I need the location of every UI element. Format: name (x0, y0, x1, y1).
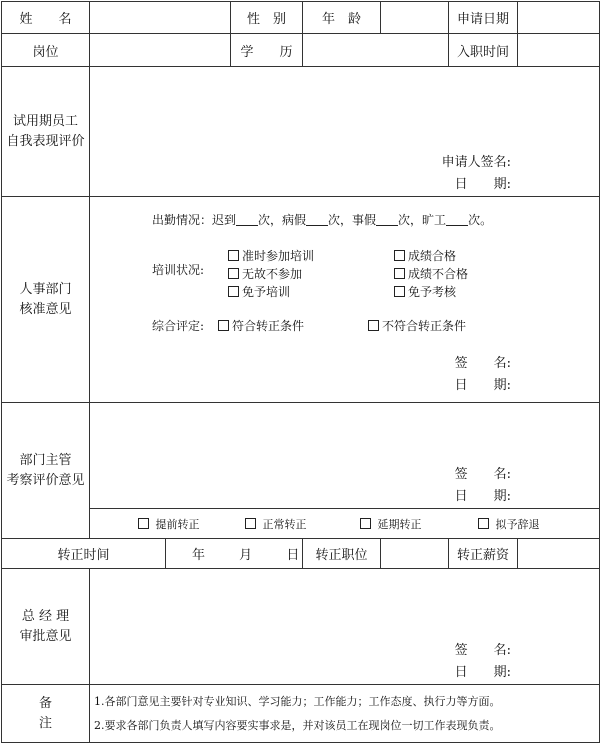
absent-suffix: 次。 (468, 213, 493, 227)
regular-salary-field[interactable] (518, 539, 600, 569)
choice-early[interactable]: 提前转正 (138, 516, 200, 532)
month-label: 月 (239, 548, 253, 563)
dept-field[interactable] (90, 403, 600, 509)
age-label: 年 龄 (303, 2, 381, 34)
gm-field[interactable] (90, 569, 600, 685)
gm-label (2, 569, 90, 685)
checkbox-icon[interactable] (360, 518, 371, 529)
personal-suffix: 次，旷工 (398, 213, 447, 227)
education-field[interactable] (303, 34, 449, 67)
late-suffix: 次，病假 (258, 213, 307, 227)
choice-dismiss[interactable]: 拟予辞退 (478, 516, 540, 532)
name-label: 姓 名 (2, 2, 90, 34)
absent-blank[interactable] (446, 213, 468, 226)
day-label: 日 (286, 548, 300, 563)
late-blank[interactable] (236, 213, 258, 226)
regular-date-field[interactable] (166, 539, 303, 569)
notes-label-line1: 备 (38, 695, 52, 711)
entry-time-field[interactable] (518, 34, 600, 67)
checkbox-icon[interactable] (228, 286, 239, 297)
attendance-line (152, 211, 492, 228)
note-line-1: 1.各部门意见主要针对专业知识、学习能力；工作能力；工作态度、执行力等方面。 (94, 694, 501, 708)
self-eval-label-line2: 自我表现评价 (6, 133, 85, 149)
self-eval-label-line1: 试用期员工 (12, 113, 78, 129)
training-result[interactable]: 免予考核 (394, 283, 468, 301)
position-label: 岗位 (2, 34, 90, 67)
checkbox-icon[interactable] (394, 250, 405, 261)
checkbox-icon[interactable] (228, 268, 239, 279)
dept-label-line1: 部门主管 (19, 452, 72, 468)
notes-content (90, 685, 600, 743)
training-result[interactable]: 成绩合格 (394, 247, 468, 265)
hr-sign-block (455, 353, 511, 397)
notes-label (2, 685, 90, 743)
regular-position-label: 转正职位 (303, 539, 381, 569)
training-results (394, 247, 468, 301)
personal-blank[interactable] (376, 213, 398, 226)
hr-label-line1: 人事部门 (19, 281, 72, 297)
position-field[interactable] (90, 34, 231, 67)
name-field[interactable] (90, 2, 231, 34)
entry-time-label: 入职时间 (449, 34, 518, 67)
sick-blank[interactable] (306, 213, 328, 226)
probation-form (1, 1, 600, 743)
attendance-prefix: 出勤情况：迟到 (152, 213, 237, 227)
education-label: 学 历 (231, 34, 303, 67)
age-field[interactable] (381, 2, 449, 34)
hr-field[interactable] (90, 197, 600, 403)
training-option[interactable]: 准时参加培训 (228, 247, 314, 265)
checkbox-icon[interactable] (394, 286, 405, 297)
gm-date-label: 日 期: (454, 665, 511, 680)
overall-label: 综合评定: (152, 319, 205, 333)
hr-label-line2: 核准意见 (19, 301, 72, 317)
training-label: 培训状况: (152, 263, 205, 277)
hr-label (2, 197, 90, 403)
dept-date-label: 日 期: (454, 489, 511, 504)
checkbox-icon[interactable] (218, 320, 229, 331)
dept-label (2, 403, 90, 539)
checkbox-icon[interactable] (368, 320, 379, 331)
training-option[interactable]: 无故不参加 (228, 265, 314, 283)
training-options (228, 247, 314, 301)
hr-date-label: 日 期: (454, 378, 511, 393)
regular-time-label: 转正时间 (2, 539, 166, 569)
training-option[interactable]: 免予培训 (228, 283, 314, 301)
dept-choices (90, 509, 600, 539)
self-eval-field[interactable] (90, 67, 600, 197)
note-line-2: 2.要求各部门负责人填写内容要实事求是，并对该员工在现岗位一切工作表现负责。 (94, 718, 501, 732)
choice-normal[interactable]: 正常转正 (245, 516, 307, 532)
apply-date-label: 申请日期 (449, 2, 518, 34)
checkbox-icon[interactable] (245, 518, 256, 529)
checkbox-icon[interactable] (228, 250, 239, 261)
checkbox-icon[interactable] (138, 518, 149, 529)
overall-pass[interactable]: 符合转正条件 (218, 317, 304, 334)
self-eval-date-label: 日 期: (454, 177, 511, 192)
gm-label-line1: 总 经 理 (21, 608, 70, 624)
checkbox-icon[interactable] (478, 518, 489, 529)
self-eval-sign-label: 申请人签名: (441, 155, 511, 170)
notes-label-line2: 注 (38, 715, 52, 731)
gm-label-line2: 审批意见 (19, 628, 72, 644)
dept-sign-label: 签 名: (454, 467, 511, 482)
overall-fail[interactable]: 不符合转正条件 (368, 317, 466, 334)
apply-date-field[interactable] (518, 2, 600, 34)
self-eval-label (2, 67, 90, 197)
checkbox-icon[interactable] (394, 268, 405, 279)
sick-suffix: 次，事假 (328, 213, 377, 227)
year-label: 年 (192, 548, 206, 563)
choice-delay[interactable]: 延期转正 (360, 516, 422, 532)
gender-label: 性 别 (231, 2, 303, 34)
gm-sign-label: 签 名: (454, 643, 511, 658)
regular-position-field[interactable] (381, 539, 449, 569)
dept-label-line2: 考察评价意见 (6, 472, 85, 488)
regular-salary-label: 转正薪资 (449, 539, 518, 569)
hr-sign-label: 签 名: (454, 356, 511, 371)
training-result[interactable]: 成绩不合格 (394, 265, 468, 283)
